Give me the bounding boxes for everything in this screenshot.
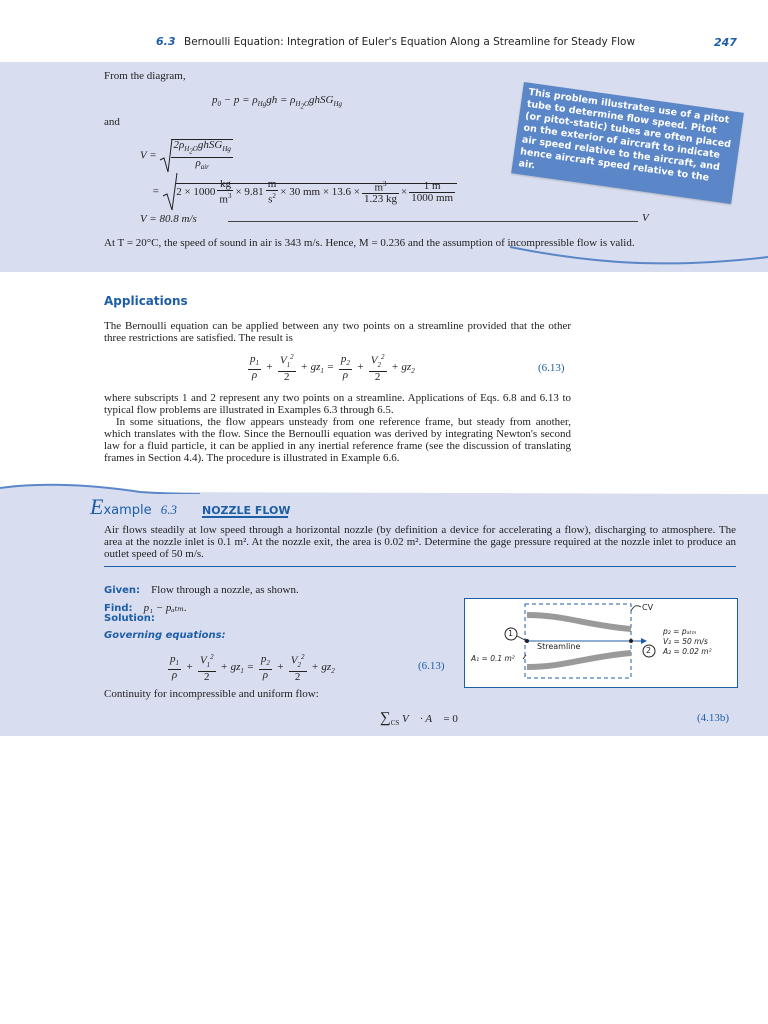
- conclusion-text: At T = 20°C, the speed of sound in air is 343 m/s. Hence, M = 0.236 and the assumption of incompressible flow is valid.: [104, 237, 635, 249]
- example-name-underline: [202, 516, 288, 518]
- cv-label: CV: [642, 603, 654, 612]
- streamline-arrowhead: [641, 638, 647, 644]
- nozzle-upper-wall: [527, 615, 631, 629]
- applications-heading: Applications: [104, 294, 188, 308]
- v2-label: V₂ = 50 m/s: [663, 637, 708, 646]
- cv-leader: [631, 606, 641, 611]
- continuity-text: Continuity for incompressible and uniform flow:: [104, 688, 319, 700]
- a1-label: A₁ = 0.1 m²: [471, 654, 515, 663]
- equation-velocity-formula: V = $\frac{2\rho_{H_2O}ghSG_{Hg}}{\rho_{air}}$: [140, 138, 235, 174]
- streamline-label: Streamline: [537, 642, 581, 651]
- section-number: 6.3: [156, 35, 176, 48]
- example-statement: Air flows steadily at low speed through a horizontal nozzle (by definition a device for accelerating a flow), discharging to atmosphere. The area at the nozzle inlet is 0.1 m². At the nozzle exit, the area is 0.02 m². Determine the gage pressure required at the nozzle inlet to produce an outlet speed of 50 m/s.: [104, 524, 736, 560]
- find-label: Find:: [104, 603, 133, 614]
- callout-text: This problem illustrates use of a pitot tube to determine flow speed. Pitot (or pitot-static) tubes are often placed on the exterior of aircraft to indicate air speed relative to the aircraft, and hence aircraft speed relative to the air.: [517, 86, 732, 184]
- point-2-dot: [629, 639, 633, 643]
- and-text: and: [104, 116, 120, 128]
- velocity-result: V = 80.8 m/s: [140, 213, 197, 225]
- equation-ref-4-13b: (4.13b): [697, 712, 730, 724]
- nozzle-lower-wall: [527, 653, 631, 667]
- example-number: 6.3: [160, 502, 177, 517]
- equation-velocity-numeric: = 2 × 1000 $\frac{kg}{m^3}$ × 9.81 $\frac{m}{s^2}$ × 30 mm × 13.6 × $\frac{m^3}{1.23 kg}$ × $\frac{1 m}{1000 mm}$: [152, 172, 457, 212]
- example-word: xample: [103, 503, 152, 518]
- statement-rule: [104, 566, 736, 567]
- given-label: Given:: [104, 585, 141, 596]
- point-1-label: 1: [508, 629, 514, 638]
- equation-pressure-difference: $p_0 - p = \rho_{Hg}gh$ = $\rho_{H_2O}ghSG_{Hg}$: [212, 94, 343, 111]
- bernoulli-equation-applications: $\frac{p_1}{\rho}$ + $\frac{V_1^2}{2}$ + $gz_1$ = $\frac{p_2}{\rho}$ + $\frac{V_2^2}{2}$ + $gz_2$: [250, 352, 415, 383]
- find-text: p₁ − pₐₜₘ.: [143, 602, 187, 614]
- given-line: [104, 578, 299, 597]
- result-rule: [228, 221, 638, 222]
- governing-equations-label: Governing equations:: [104, 630, 226, 641]
- from-diagram-text: From the diagram,: [104, 70, 186, 82]
- solution-label: Solution:: [104, 613, 155, 624]
- applications-paragraph-1: The Bernoulli equation can be applied between any two points on a streamline provided that the other three restrictions are satisfied. The result is: [104, 320, 571, 344]
- point-1-leader: [517, 636, 525, 640]
- applications-paragraph-2: where subscripts 1 and 2 represent any two points on a streamline. Applications of Eqs. 6.8 and 6.13 to typical flow problems are illustrated in Examples 6.3 through 6.5.: [104, 392, 571, 416]
- applications-paragraph-3: In some situations, the flow appears unsteady from one reference frame, but steady from another, which translates with the flow. Since the Bernoulli equation was derived by integrating Newton's second law for a fluid particle, it can be applied in any inertial reference frame (see the discussion of translating frames in Section 4.4). The procedure is illustrated in Example 6.6.: [104, 416, 571, 464]
- example-name: NOZZLE FLOW: [202, 504, 291, 517]
- p2-label: p₂ = pₐₜₘ: [663, 627, 697, 636]
- velocity-margin-label: V: [642, 212, 649, 224]
- given-text: Flow through a nozzle, as shown.: [151, 584, 299, 596]
- page-header: [0, 30, 768, 52]
- section-title: Bernoulli Equation: Integration of Euler's Equation Along a Streamline for Steady Flow: [184, 36, 636, 48]
- example-initial: E: [90, 494, 104, 519]
- a2-label: A₂ = 0.02 m²: [663, 647, 712, 656]
- nozzle-diagram: [464, 598, 738, 688]
- example-title: [90, 494, 177, 520]
- point-1-dot: [525, 639, 529, 643]
- point-2-label: 2: [646, 646, 652, 655]
- bernoulli-equation-example: $\frac{p_1}{\rho}$ + $\frac{V_1^2}{2}$ + $gz_1$ = $\frac{p_2}{\rho}$ + $\frac{V_2^2}{2}$ + $gz_2$: [170, 652, 335, 683]
- equation-ref-6-13: (6.13): [538, 362, 565, 374]
- equation-ref-6-13-example: (6.13): [418, 660, 445, 672]
- continuity-equation: $\sum_{CS}$ V⃗ · A⃗ = 0: [380, 710, 458, 728]
- page-number: 247: [714, 36, 737, 49]
